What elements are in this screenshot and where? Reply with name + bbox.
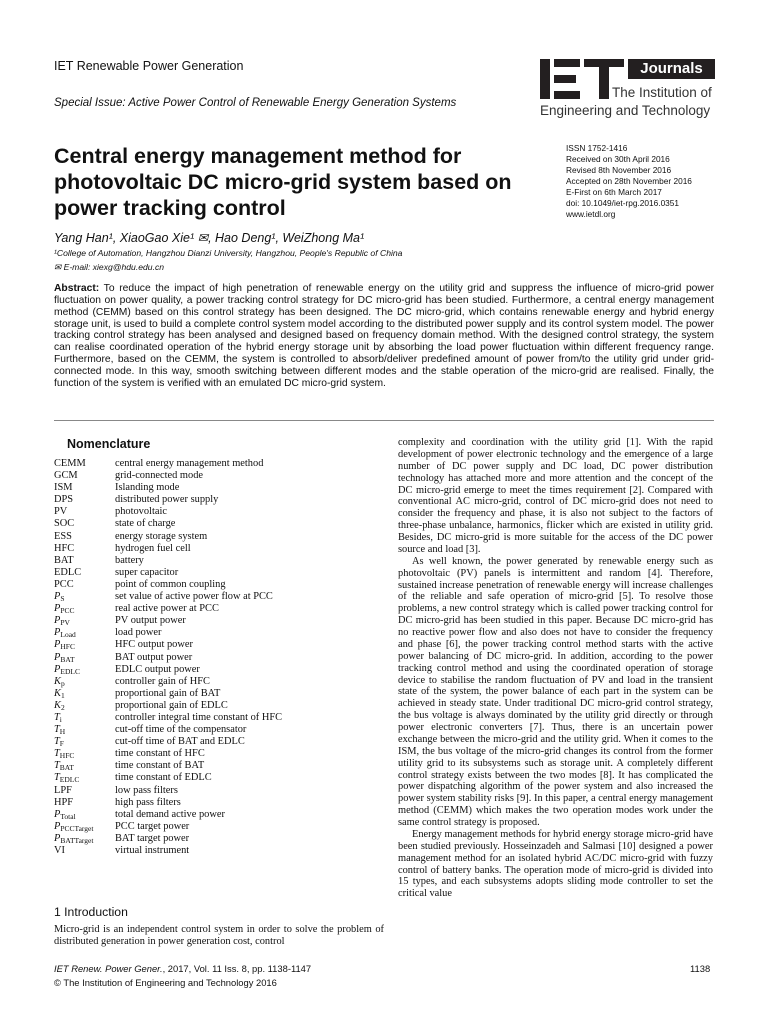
meta-line: Revised 8th November 2016 — [566, 165, 672, 175]
nomenclature-row — [54, 470, 384, 482]
paper-title: Central energy management method for photovoltaic DC micro-grid system based on power tracking control — [54, 144, 512, 220]
divider — [54, 420, 714, 421]
footer-copyright: © The Institution of Engineering and Technology 2016 — [54, 977, 277, 988]
nomenclature-symbol: $K_p$ — [54, 675, 65, 688]
nomenclature-row — [54, 482, 384, 494]
nomenclature-symbol: PCC — [54, 578, 74, 590]
nomenclature-row — [54, 627, 384, 639]
iet-logo — [540, 57, 720, 123]
nomenclature-definition: low pass filters — [115, 784, 178, 796]
nomenclature-symbol: $P_{EDLC}$ — [54, 663, 80, 676]
nomenclature-row — [54, 833, 384, 845]
section-heading-introduction: 1 Introduction — [54, 905, 128, 919]
nomenclature-definition: PCC target power — [115, 820, 190, 832]
nomenclature-symbol: $P_{HFC}$ — [54, 639, 75, 652]
nomenclature-heading: Nomenclature — [67, 437, 151, 451]
nomenclature-row — [54, 712, 384, 724]
nomenclature-row — [54, 543, 384, 555]
nomenclature-row — [54, 458, 384, 470]
nomenclature-symbol: PV — [54, 506, 68, 518]
nomenclature-row — [54, 845, 384, 857]
nomenclature-symbol: GCM — [54, 470, 78, 482]
nomenclature-definition: virtual instrument — [115, 845, 190, 856]
nomenclature-definition: Islanding mode — [115, 482, 180, 494]
nomenclature-symbol: HPF — [54, 796, 74, 808]
nomenclature-definition: PV output power — [115, 615, 186, 627]
abstract — [54, 283, 714, 390]
nomenclature-symbol: $T_F$ — [54, 736, 64, 749]
nomenclature-symbol: $T_{HFC}$ — [54, 748, 75, 761]
nomenclature-list — [54, 458, 384, 857]
nomenclature-definition: set value of active power flow at PCC — [115, 591, 273, 603]
nomenclature-row — [54, 809, 384, 821]
nomenclature-definition: proportional gain of EDLC — [115, 699, 228, 711]
nomenclature-definition: grid-connected mode — [115, 470, 203, 482]
nomenclature-row — [54, 531, 384, 543]
nomenclature-definition: central energy management method — [115, 458, 264, 469]
nomenclature-definition: BAT target power — [115, 832, 190, 844]
nomenclature-row — [54, 567, 384, 579]
nomenclature-definition: state of charge — [115, 518, 176, 530]
nomenclature-row — [54, 555, 384, 567]
nomenclature-symbol: $T_i$ — [54, 711, 62, 724]
logo-institution-line1: The Institution of — [612, 85, 712, 100]
nomenclature-definition: high pass filters — [115, 796, 181, 808]
journal-name: IET Renewable Power Generation — [54, 59, 244, 73]
nomenclature-symbol: $K_1$ — [54, 687, 65, 700]
nomenclature-definition: load power — [115, 627, 162, 639]
nomenclature-symbol: $P_{Total}$ — [54, 808, 76, 821]
nomenclature-symbol: $P_{PCC}$ — [54, 603, 75, 616]
nomenclature-row — [54, 518, 384, 530]
author-email: ✉ E-mail: xiexg@hdu.edu.cn — [54, 262, 165, 272]
nomenclature-row — [54, 603, 384, 615]
nomenclature-symbol: ISM — [54, 482, 73, 494]
abstract-text: To reduce the impact of high penetration of renewable energy on the utility grid and suppress the influence of micro-grid power fluctuation on power quality, a power tracking control strategy for DC micro-grid has been studied. Furthermore, a central energy management method (CEMM) based on this control strategy has been designed. The DC micro-grid, which contains renewable energy and hybrid energy storage unit, is used to build a complete control system model according to the distributed power supply and its control system model. The power tracking control strategy has been analysed and designed based on frequency domain method. With the designed control strategy, the system can realise coordinated operation of the hybrid energy storage unit by absorbing the load power fluctuation within different frequency range. Furthermore, based on the CEMM, the system is controlled to absorb/deliver predefined amount of power from/to the utility grid under grid-connected mode. In this way, smooth switching between different modes and the stable operation of the micro-grid are realised. Finally, the function of the system is verified with an emulated DC micro-grid system. — [54, 283, 714, 389]
nomenclature-row — [54, 700, 384, 712]
nomenclature-row — [54, 797, 384, 809]
nomenclature-row — [54, 506, 384, 518]
nomenclature-definition: total demand active power — [115, 808, 225, 820]
nomenclature-definition: distributed power supply — [115, 494, 219, 506]
nomenclature-definition: time constant of EDLC — [115, 772, 212, 784]
nomenclature-definition: cut-off time of the compensator — [115, 724, 247, 736]
nomenclature-symbol: $P_{PV}$ — [54, 615, 70, 628]
nomenclature-definition: controller integral time constant of HFC — [115, 711, 283, 723]
nomenclature-definition: time constant of HFC — [115, 748, 205, 760]
nomenclature-row — [54, 724, 384, 736]
meta-line[interactable]: doi: 10.1049/iet-rpg.2016.0351 — [566, 198, 680, 208]
nomenclature-symbol: $P_{BAT}$ — [54, 651, 75, 664]
article-meta — [566, 143, 692, 220]
nomenclature-row — [54, 579, 384, 591]
nomenclature-definition: point of common coupling — [115, 578, 226, 590]
nomenclature-definition: cut-off time of BAT and EDLC — [115, 736, 245, 748]
nomenclature-definition: photovoltaic — [115, 506, 167, 518]
meta-line[interactable]: www.ietdl.org — [566, 209, 616, 219]
nomenclature-definition: battery — [115, 554, 144, 566]
meta-line: ISSN 1752-1416 — [566, 143, 628, 153]
nomenclature-symbol: $P_{PCCTarget}$ — [54, 820, 94, 833]
nomenclature-row — [54, 760, 384, 772]
paragraph: complexity and coordination with the utility grid [1]. With the rapid development of power electronic technology and the emergence of a large number of DC power supply and DC load, DC power distribution technology has attached more and more attention and the concept of the DC micro-grid emerge to meet the times requirement [2]. Compared with conventional AC micro-grid, control of DC micro-grid does not need to consider the frequency and phase, it is also not subject to the factors of three-phase unbalance, harmonics, flicker which are existed in utility grid. Besides, DC micro-grid is more suitable for the access of the DC power source and load [3]. — [398, 437, 713, 555]
nomenclature-row — [54, 664, 384, 676]
page-number: 1138 — [690, 963, 711, 974]
nomenclature-symbol: VI — [54, 845, 65, 856]
introduction-text: Micro-grid is an independent control system in order to solve the problem of distributed generation in power generation cost, control — [54, 924, 384, 948]
nomenclature-definition: HFC output power — [115, 639, 193, 651]
paragraph: As well known, the power generated by renewable energy such as photovoltaic (PV) panels is intermittent and random [4]. Therefore, sustained increase penetration of renewable energy will increase challenges of the reliable and safe operation of micro-grid [5]. To resolve those problems, a new control strategy which is called power tracking control for DC micro-grid has been studied in this paper. Because DC micro-grid has no reactive power flow and also does not have to consider the frequency and phase [6], the power tracking control method starts with the active power balancing of DC micro-grid. In addition, according to the power tracking control method and using the coordinated operation of storage device to stabilise the random fluctuation of PV and load in the transient state of the system, the power balance of each part in the system can be achieved in steady state. Under traditional DC micro-grid control strategy, the bus voltage is always dominated by the utility grid directly or through power electronic converters [7]. Thus, there is an uncertain power exchange between the micro-grid and the utility grid. When it comes to the ISM, the bus voltage of the micro-grid changes its control from the former utility grid to its subsystems such as storage unit. A completely different control strategy exists between the two modes [8]. It has complicated the power dispatching algorithm of the power system and also increased the power system stability risks [9]. In this paper, a central energy management method (CEMM) which makes the two operation modes work under the same control strategy is proposed. — [398, 555, 713, 828]
nomenclature-row — [54, 736, 384, 748]
nomenclature-definition: BAT output power — [115, 651, 193, 663]
nomenclature-symbol: CEMM — [54, 458, 86, 469]
nomenclature-row — [54, 785, 384, 797]
affiliation: ¹College of Automation, Hangzhou Dianzi University, Hangzhou, People's Republic of China — [54, 248, 403, 258]
nomenclature-row — [54, 615, 384, 627]
special-issue: Special Issue: Active Power Control of Renewable Energy Generation Systems — [54, 97, 457, 109]
nomenclature-definition: real active power at PCC — [115, 603, 219, 615]
authors: Yang Han¹, XiaoGao Xie¹ ✉, Hao Deng¹, WeiZhong Ma¹ — [54, 231, 365, 245]
nomenclature-symbol: LPF — [54, 784, 72, 796]
nomenclature-symbol: $T_H$ — [54, 724, 66, 737]
logo-institution-line2: Engineering and Technology — [540, 103, 711, 118]
nomenclature-symbol: $T_{BAT}$ — [54, 760, 74, 773]
nomenclature-row — [54, 688, 384, 700]
footer-citation — [54, 963, 311, 974]
nomenclature-row — [54, 639, 384, 651]
meta-line: Received on 30th April 2016 — [566, 154, 670, 164]
meta-line: Accepted on 28th November 2016 — [566, 176, 692, 186]
nomenclature-definition: EDLC output power — [115, 663, 200, 675]
nomenclature-row — [54, 772, 384, 784]
paragraph: Energy management methods for hybrid energy storage micro-grid have been studied previously. Hosseinzadeh and Salmasi [10] designed a power management method for an isolated hybrid AC/DC micro-grid with fuzzy control of battery banks. The operation mode of micro-grid is divided into 15 types, and each subsystems adopts sliding mode controller to set the critical value — [398, 828, 713, 900]
nomenclature-symbol: EDLC — [54, 566, 82, 578]
nomenclature-row — [54, 821, 384, 833]
footer-citation-details: , 2017, Vol. 11 Iss. 8, pp. 1138-1147 — [162, 963, 312, 974]
nomenclature-definition: proportional gain of BAT — [115, 687, 221, 699]
nomenclature-row — [54, 676, 384, 688]
nomenclature-symbol: $P_{BATTarget}$ — [54, 832, 94, 845]
nomenclature-definition: time constant of BAT — [115, 760, 205, 772]
nomenclature-definition: energy storage system — [115, 530, 208, 542]
meta-line: E-First on 6th March 2017 — [566, 187, 662, 197]
nomenclature-definition: controller gain of HFC — [115, 675, 210, 687]
nomenclature-symbol: DPS — [54, 494, 74, 506]
nomenclature-row — [54, 494, 384, 506]
nomenclature-symbol: SOC — [54, 518, 75, 530]
nomenclature-symbol: $P_{Load}$ — [54, 627, 76, 640]
nomenclature-row — [54, 748, 384, 760]
nomenclature-symbol: $K_2$ — [54, 699, 65, 712]
nomenclature-symbol: $T_{EDLC}$ — [54, 772, 80, 785]
nomenclature-row — [54, 652, 384, 664]
nomenclature-symbol: $P_S$ — [54, 591, 65, 604]
nomenclature-symbol: BAT — [54, 554, 74, 566]
nomenclature-symbol: HFC — [54, 542, 75, 554]
logo-journals: Journals — [628, 59, 715, 79]
right-column-body — [398, 437, 713, 900]
nomenclature-symbol: ESS — [54, 530, 72, 542]
footer-journal: IET Renew. Power Gener. — [54, 963, 163, 974]
nomenclature-definition: hydrogen fuel cell — [115, 542, 191, 554]
nomenclature-definition: super capacitor — [115, 566, 179, 578]
abstract-label: Abstract: — [54, 283, 100, 294]
nomenclature-row — [54, 591, 384, 603]
